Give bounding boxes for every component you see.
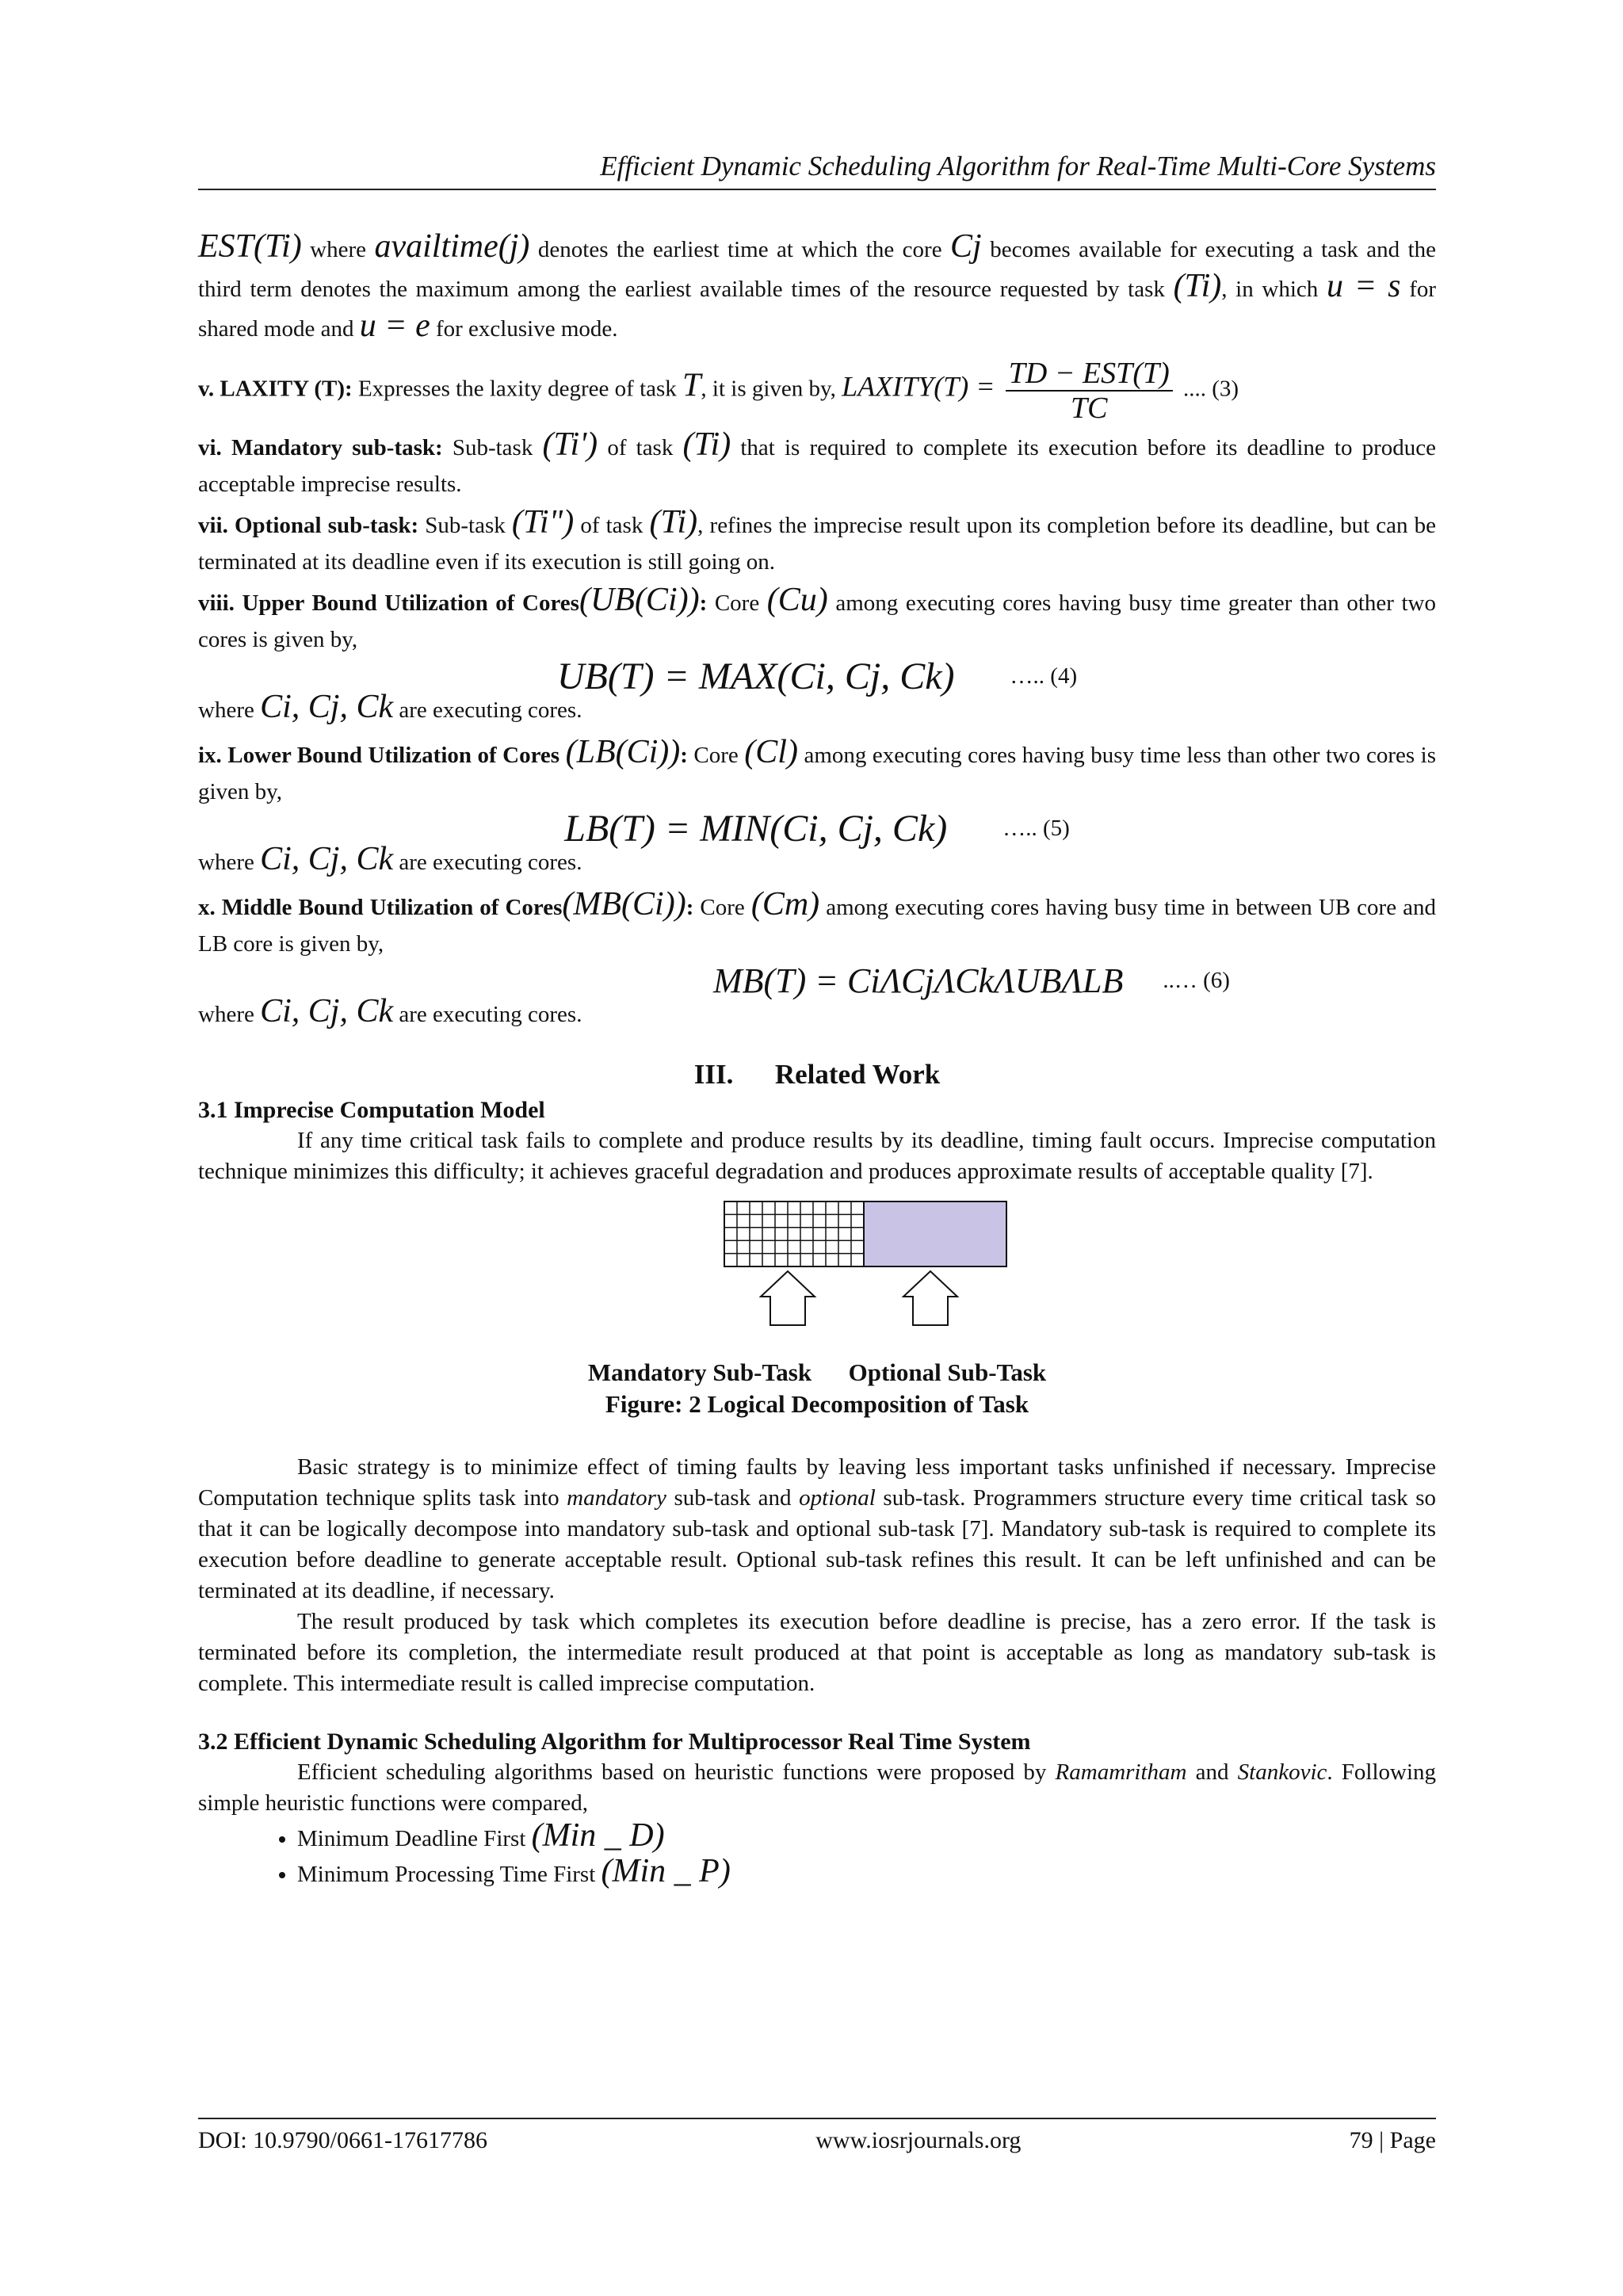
label-optional-subtask: Optional Sub-Task xyxy=(848,1358,1047,1386)
running-header xyxy=(198,151,1436,190)
math-u-e: u = e xyxy=(359,308,430,344)
list-item: • Minimum Processing Time First (Min _ P) xyxy=(297,1859,1436,1890)
paragraph-result-precise: The result produced by task which completes its execution before deadline is precise, has a zero error. If the task is terminated before its completion, the intermediate result produced at that point is acceptable as long as mandatory sub-task is complete. This intermediate result is called imprecise computation. xyxy=(198,1609,1436,1696)
equation-5: LB(T) = MIN(Ci, Cj, Ck) ….. (5) xyxy=(564,808,1070,850)
paragraph-basic-strategy: Basic strategy is to minimize effect of timing faults by leaving less important tasks unfinished if necessary. Imprecise Computation technique splits task into mandatory sub-task and optional sub-task. Programmers structure every time critical task so that it can be logically decompose into mandatory sub-task and optional sub-task [7]. Mandatory sub-task is required to complete its execution before deadline to generate acceptable result. Optional sub-task refines this result. It can be left unfinished and can be terminated at its deadline, if necessary. xyxy=(198,1454,1437,1603)
figure-labels xyxy=(198,1357,1436,1389)
page-body xyxy=(198,230,1436,1895)
subsection-3-2-heading: 3.2 Efficient Dynamic Scheduling Algorithm for Multiprocessor Real Time System xyxy=(198,1729,1031,1755)
equation-6: MB(T) = CiΛCjΛCkΛUBΛLB ..… (6) xyxy=(713,961,1230,1000)
up-arrow-mandatory-icon xyxy=(761,1271,815,1325)
optional-subtask-box xyxy=(864,1201,1006,1266)
subsection-3-1-heading: 3.1 Imprecise Computation Model xyxy=(198,1097,545,1123)
list-item: • Minimum Deadline First (Min _ D) xyxy=(297,1824,1436,1855)
heuristic-list xyxy=(198,1817,1436,1890)
up-arrow-optional-icon xyxy=(903,1271,957,1325)
equation-number-3: .... (3) xyxy=(1183,376,1239,402)
footer-doi: DOI: 10.9790/0661-17617786 xyxy=(198,2127,487,2153)
paragraph-optional: vii. Optional sub-task: Sub-task (Ti") of task (Ti), refines the imprecise result upon its completion before its deadline, but can be terminated at its deadline even if its execution is still going on. xyxy=(198,504,1436,575)
laxity-lhs: LAXITY(T) = xyxy=(842,370,995,403)
equation-4: UB(T) = MAX(Ci, Cj, Ck) ….. (4) xyxy=(556,655,1078,697)
section-heading-related-work: III. Related Work xyxy=(693,1059,941,1090)
page-footer xyxy=(198,2118,1436,2154)
math-cj: Cj xyxy=(950,228,982,265)
math-availtime: availtime(j) xyxy=(374,228,530,265)
paragraph-imprecise-intro: If any time critical task fails to complete and produce results by its deadline, timing fault occurs. Imprecise computation technique minimizes this difficulty; it achieves graceful degradation and produces approximate results of acceptable quality [7]. xyxy=(198,1128,1436,1184)
footer-site-link[interactable]: www.iosrjournals.org xyxy=(815,2127,1022,2153)
laxity-fraction: $\frac{\text{TD − EST(T)}}{TC}$ xyxy=(1006,357,1173,425)
paragraph-lb: ix. Lower Bound Utilization of Cores (LB(Ci)): Core (Cl) among executing cores having busy time less than other two cores is given by, xyxy=(198,734,1437,804)
paragraph-mandatory: vi. Mandatory sub-task: Sub-task (Ti') of task (Ti) that is required to complete its execution before its deadline to produce acceptable imprecise results. xyxy=(198,426,1437,497)
mandatory-box-outline xyxy=(724,1201,864,1266)
mb-where: where Ci, Cj, Ck are executing cores. xyxy=(198,993,582,1030)
paragraph-efficient-scheduling: Efficient scheduling algorithms based on heuristic functions were proposed by Ramamritham and Stankovic. Following simple heuristic functions were compared, xyxy=(198,1759,1437,1816)
figure-caption: Figure: 2 Logical Decomposition of Task xyxy=(605,1390,1029,1418)
mandatory-grid xyxy=(724,1201,864,1266)
paragraph-est: EST(Ti) where availtime(j) denotes the earliest time at which the core Cj becomes available for executing a task and the third term denotes the maximum among the earliest available times of the resource requested by task (Ti), in which u = s for shared mode and u = e for exclusive mode. xyxy=(198,228,1437,344)
paragraph-laxity: v. LAXITY (T): Expresses the laxity degree of task T, it is given by, LAXITY(T) = $\frac{\text{TD − EST(T)}}{TC}$ .... (3) xyxy=(198,357,1239,425)
footer-page-number: 79 | Page xyxy=(1349,2127,1436,2153)
ub-where: where Ci, Cj, Ck are executing cores. xyxy=(198,689,582,725)
math-est: EST(Ti) xyxy=(198,228,302,265)
laxity-label: v. LAXITY (T): xyxy=(198,376,353,402)
paragraph-ub: viii. Upper Bound Utilization of Cores(UB(Ci)): Core (Cu) among executing cores having busy time greater than other two cores is given by, xyxy=(198,582,1436,652)
running-title: Efficient Dynamic Scheduling Algorithm for Real-Time Multi-Core Systems xyxy=(600,151,1436,181)
math-ti: (Ti) xyxy=(1173,268,1222,304)
math-u-s: u = s xyxy=(1326,268,1401,304)
label-mandatory-subtask: Mandatory Sub-Task xyxy=(587,1358,812,1386)
lb-where: where Ci, Cj, Ck are executing cores. xyxy=(198,841,582,877)
paragraph-mb: x. Middle Bound Utilization of Cores(MB(Ci)): Core (Cm) among executing cores having busy time in between UB core and LB core is given by, xyxy=(198,886,1437,957)
figure-logical-decomposition xyxy=(198,1198,1436,1412)
